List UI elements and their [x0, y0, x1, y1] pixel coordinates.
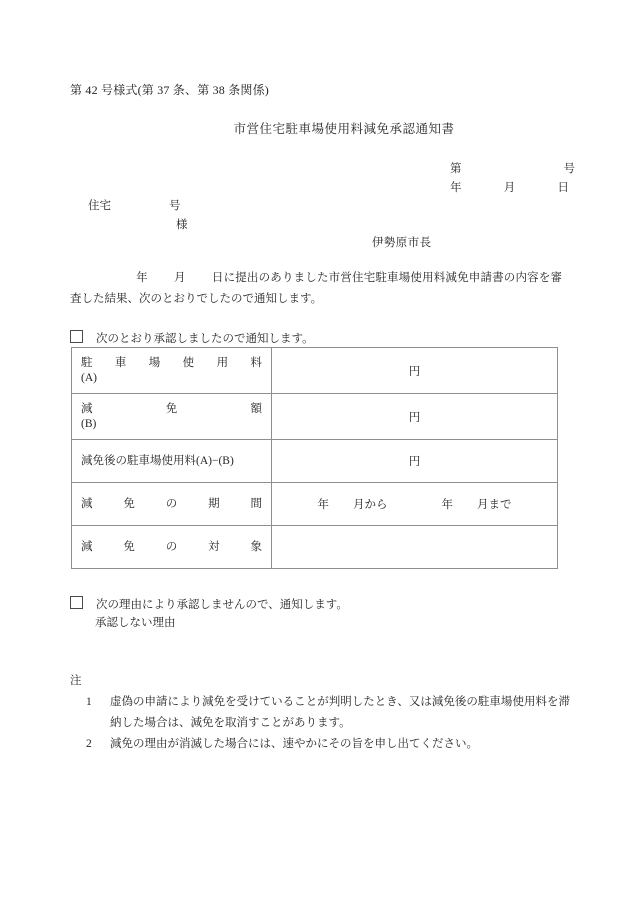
table-row [72, 440, 558, 483]
label-chars [81, 401, 262, 417]
row-value-reduction-target[interactable] [272, 526, 558, 569]
date-day-label: 日 [557, 182, 569, 194]
label-char: 減 [81, 403, 93, 415]
label-char: 場 [148, 357, 161, 369]
note-item [70, 734, 570, 755]
label-content [81, 496, 262, 512]
addressee-honorific: 様 [176, 219, 188, 231]
document-number-row [450, 160, 575, 179]
notes-section [70, 671, 570, 755]
period-month-from: 月から [353, 499, 388, 511]
body-year-label: 年 [136, 272, 148, 284]
reduction-details-table [71, 347, 558, 569]
label-char: 減 [81, 498, 93, 510]
note-number: 2 [86, 738, 92, 750]
row-value-parking-fee[interactable]: 円 [272, 348, 558, 394]
document-title: 市営住宅駐車場使用料減免承認通知書 [233, 122, 455, 136]
denial-checkbox[interactable] [70, 596, 83, 609]
label-sub: (A) [81, 372, 97, 384]
note-text: 減免の理由が消滅した場合には、速やかにその旨を申し出てください。 [110, 738, 478, 750]
date-month-label: 月 [503, 182, 516, 194]
label-char: 額 [250, 403, 262, 415]
period-month-to: 月まで [477, 499, 512, 511]
label-char: 免 [165, 403, 178, 415]
label-char: 用 [216, 357, 229, 369]
label-content [81, 401, 262, 432]
label-char: 使 [182, 357, 195, 369]
label-char: 減 [81, 541, 93, 553]
housing-unit-label: 号 [169, 200, 181, 212]
label-char: の [165, 498, 178, 510]
label-char: 免 [123, 498, 135, 510]
approval-checkbox[interactable] [70, 330, 83, 343]
table-row [72, 348, 558, 394]
table-body [72, 348, 558, 569]
label-char: の [165, 541, 178, 553]
period-year-from: 年 [317, 499, 329, 511]
label-content [81, 355, 262, 386]
body-paragraph [70, 268, 562, 310]
row-label-reduction-target [72, 526, 272, 569]
label-sub: (B) [81, 418, 97, 430]
label-chars [81, 355, 262, 371]
row-label-reduction-period [72, 483, 272, 526]
addressee-block [88, 197, 188, 235]
housing-label: 住宅 [88, 200, 111, 212]
approval-checkbox-line[interactable] [70, 329, 314, 349]
denial-reason-label: 承認しない理由 [95, 617, 176, 629]
table-row [72, 526, 558, 569]
period-range [318, 499, 512, 511]
approval-checkbox-label: 次のとおり承認しましたので通知します。 [96, 333, 314, 345]
label-char: 象 [250, 541, 262, 553]
label-content: 減免後の駐車場使用料(A)−(B) [81, 455, 234, 467]
label-char: 料 [250, 357, 262, 369]
label-char: 免 [123, 541, 135, 553]
row-label-parking-fee [72, 348, 272, 394]
row-value-reduction-period[interactable] [272, 483, 558, 526]
body-month-label: 月 [173, 272, 186, 284]
notes-heading: 注 [70, 675, 82, 687]
row-label-fee-after-reduction [72, 440, 272, 483]
row-value-fee-after-reduction[interactable]: 円 [272, 440, 558, 483]
note-text: 虚偽の申請により減免を受けていることが判明したとき、又は減免後の駐車場使用料を滞納した場合は、減免を取消すことがあります。 [110, 696, 570, 729]
row-value-reduction-amount[interactable]: 円 [272, 394, 558, 440]
document-number-label: 第 [450, 163, 462, 175]
denial-checkbox-label: 次の理由により承認しませんので、通知します。 [96, 599, 348, 611]
label-char: 期 [208, 498, 220, 510]
label-char: 間 [250, 498, 262, 510]
label-content [81, 539, 262, 555]
period-year-to: 年 [441, 499, 453, 511]
document-number-unit: 号 [563, 163, 575, 175]
note-item [70, 692, 570, 734]
label-char: 駐 [81, 357, 93, 369]
addressee-housing-line [88, 197, 188, 216]
document-meta-block [450, 160, 575, 198]
form-number: 第 42 号様式(第 37 条、第 38 条関係) [70, 83, 269, 97]
table-row [72, 394, 558, 440]
denial-checkbox-line[interactable] [70, 595, 348, 615]
note-number: 1 [86, 696, 92, 708]
body-text: 日に提出のありました市営住宅駐車場使用料減免申請書の内容を審査した結果、次のとおりでしたので通知します。 [70, 272, 563, 305]
issuer-name: 伊勢原市長 [372, 237, 432, 249]
date-year-label: 年 [450, 182, 462, 194]
document-date-row [450, 179, 575, 198]
label-char: 対 [208, 541, 220, 553]
row-label-reduction-amount [72, 394, 272, 440]
label-char: 車 [114, 357, 127, 369]
table-row [72, 483, 558, 526]
